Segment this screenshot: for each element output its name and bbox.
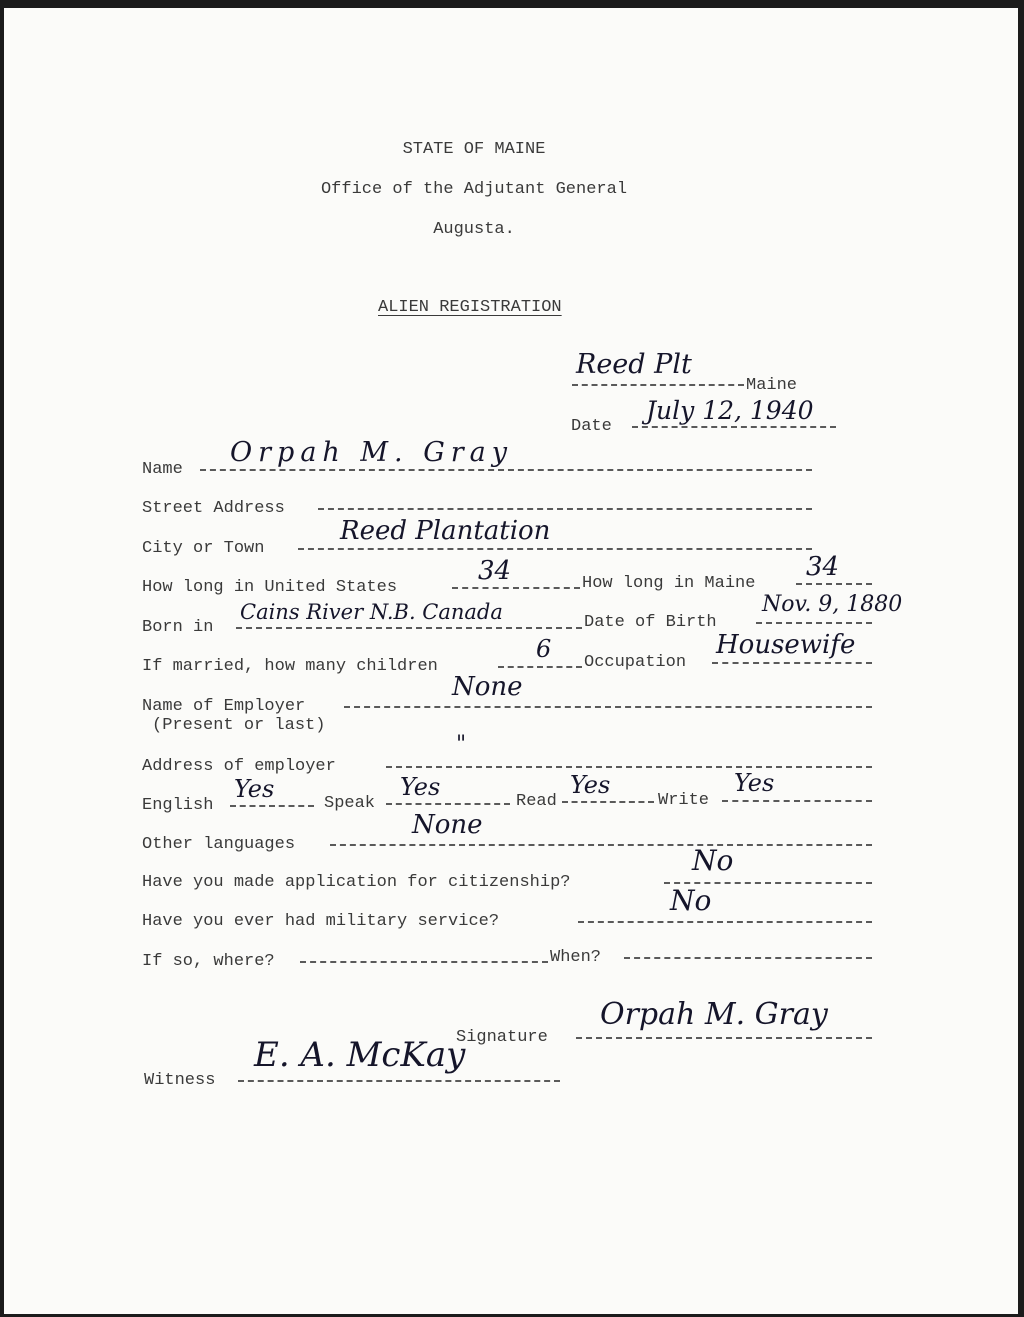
date-rule	[632, 426, 836, 428]
born-in-value: Cains River N.B. Canada	[240, 600, 503, 624]
how-long-us-label: How long in United States	[142, 578, 398, 597]
street-address-rule	[318, 508, 812, 510]
employer-value: None	[452, 672, 523, 702]
name-value: Orpah M. Gray	[230, 437, 514, 468]
city-rule	[298, 548, 812, 550]
read-label: Read	[516, 792, 557, 811]
date-value: July 12, 1940	[646, 396, 814, 425]
other-languages-label: Other languages	[142, 835, 296, 854]
write-value: Yes	[734, 769, 775, 797]
english-label: English	[142, 796, 214, 815]
header-state: STATE OF MAINE	[402, 140, 546, 159]
speak-rule	[386, 803, 510, 805]
city-value: Reed Plantation	[340, 516, 551, 546]
employer-sublabel: (Present or last)	[152, 716, 326, 735]
other-languages-rule	[330, 844, 872, 846]
how-long-us-value: 34	[478, 556, 512, 586]
speak-label: Speak	[324, 794, 376, 813]
date-label: Date	[571, 417, 612, 436]
children-rule	[498, 666, 582, 668]
born-in-rule	[236, 627, 582, 629]
form-title: ALIEN REGISTRATION	[378, 298, 562, 317]
name-rule	[200, 469, 812, 471]
header-city: Augusta.	[433, 220, 515, 239]
name-label: Name	[142, 460, 183, 479]
signature-rule	[576, 1037, 872, 1039]
read-value: Yes	[570, 771, 611, 799]
dob-value: Nov. 9, 1880	[762, 592, 903, 617]
place-rule	[572, 384, 744, 386]
how-long-maine-rule	[796, 583, 872, 585]
when-label: When?	[550, 948, 602, 967]
when-rule	[624, 957, 872, 959]
military-value: No	[670, 884, 712, 917]
occupation-label: Occupation	[584, 653, 687, 672]
signature-value: Orpah M. Gray	[600, 997, 828, 1032]
place-suffix: Maine	[746, 376, 798, 395]
witness-rule	[238, 1080, 560, 1082]
born-in-label: Born in	[142, 618, 214, 637]
witness-label: Witness	[144, 1071, 216, 1090]
employer-rule	[344, 706, 872, 708]
military-label: Have you ever had military service?	[142, 912, 500, 931]
place-value: Reed Plt	[576, 349, 692, 380]
street-address-label: Street Address	[142, 499, 285, 518]
citizenship-label: Have you made application for citizenship?	[142, 873, 571, 892]
military-rule	[578, 921, 872, 923]
city-label: City or Town	[142, 539, 265, 558]
occupation-rule	[712, 662, 872, 664]
employer-address-value: "	[456, 732, 467, 757]
children-label: If married, how many children	[142, 657, 438, 676]
dob-label: Date of Birth	[584, 613, 717, 632]
employer-label: Name of Employer	[142, 697, 306, 716]
if-so-where-label: If so, where?	[142, 952, 275, 971]
children-value: 6	[536, 635, 552, 663]
header-office: Office of the Adjutant General	[320, 180, 628, 199]
write-label: Write	[658, 791, 710, 810]
other-languages-value: None	[412, 810, 483, 840]
witness-value: E. A. McKay	[254, 1035, 466, 1075]
speak-value: Yes	[400, 773, 441, 801]
how-long-maine-label: How long in Maine	[582, 574, 756, 593]
signature-label: Signature	[456, 1028, 548, 1047]
english-rule	[230, 805, 314, 807]
how-long-maine-value: 34	[806, 552, 840, 582]
dob-rule	[756, 622, 872, 624]
citizenship-value: No	[692, 844, 734, 877]
if-so-where-rule	[300, 961, 548, 963]
employer-address-label: Address of employer	[142, 757, 336, 776]
read-rule	[562, 801, 654, 803]
occupation-value: Housewife	[716, 630, 856, 660]
how-long-us-rule	[452, 587, 580, 589]
employer-address-rule	[386, 766, 872, 768]
write-rule	[722, 800, 872, 802]
english-value: Yes	[234, 775, 275, 803]
